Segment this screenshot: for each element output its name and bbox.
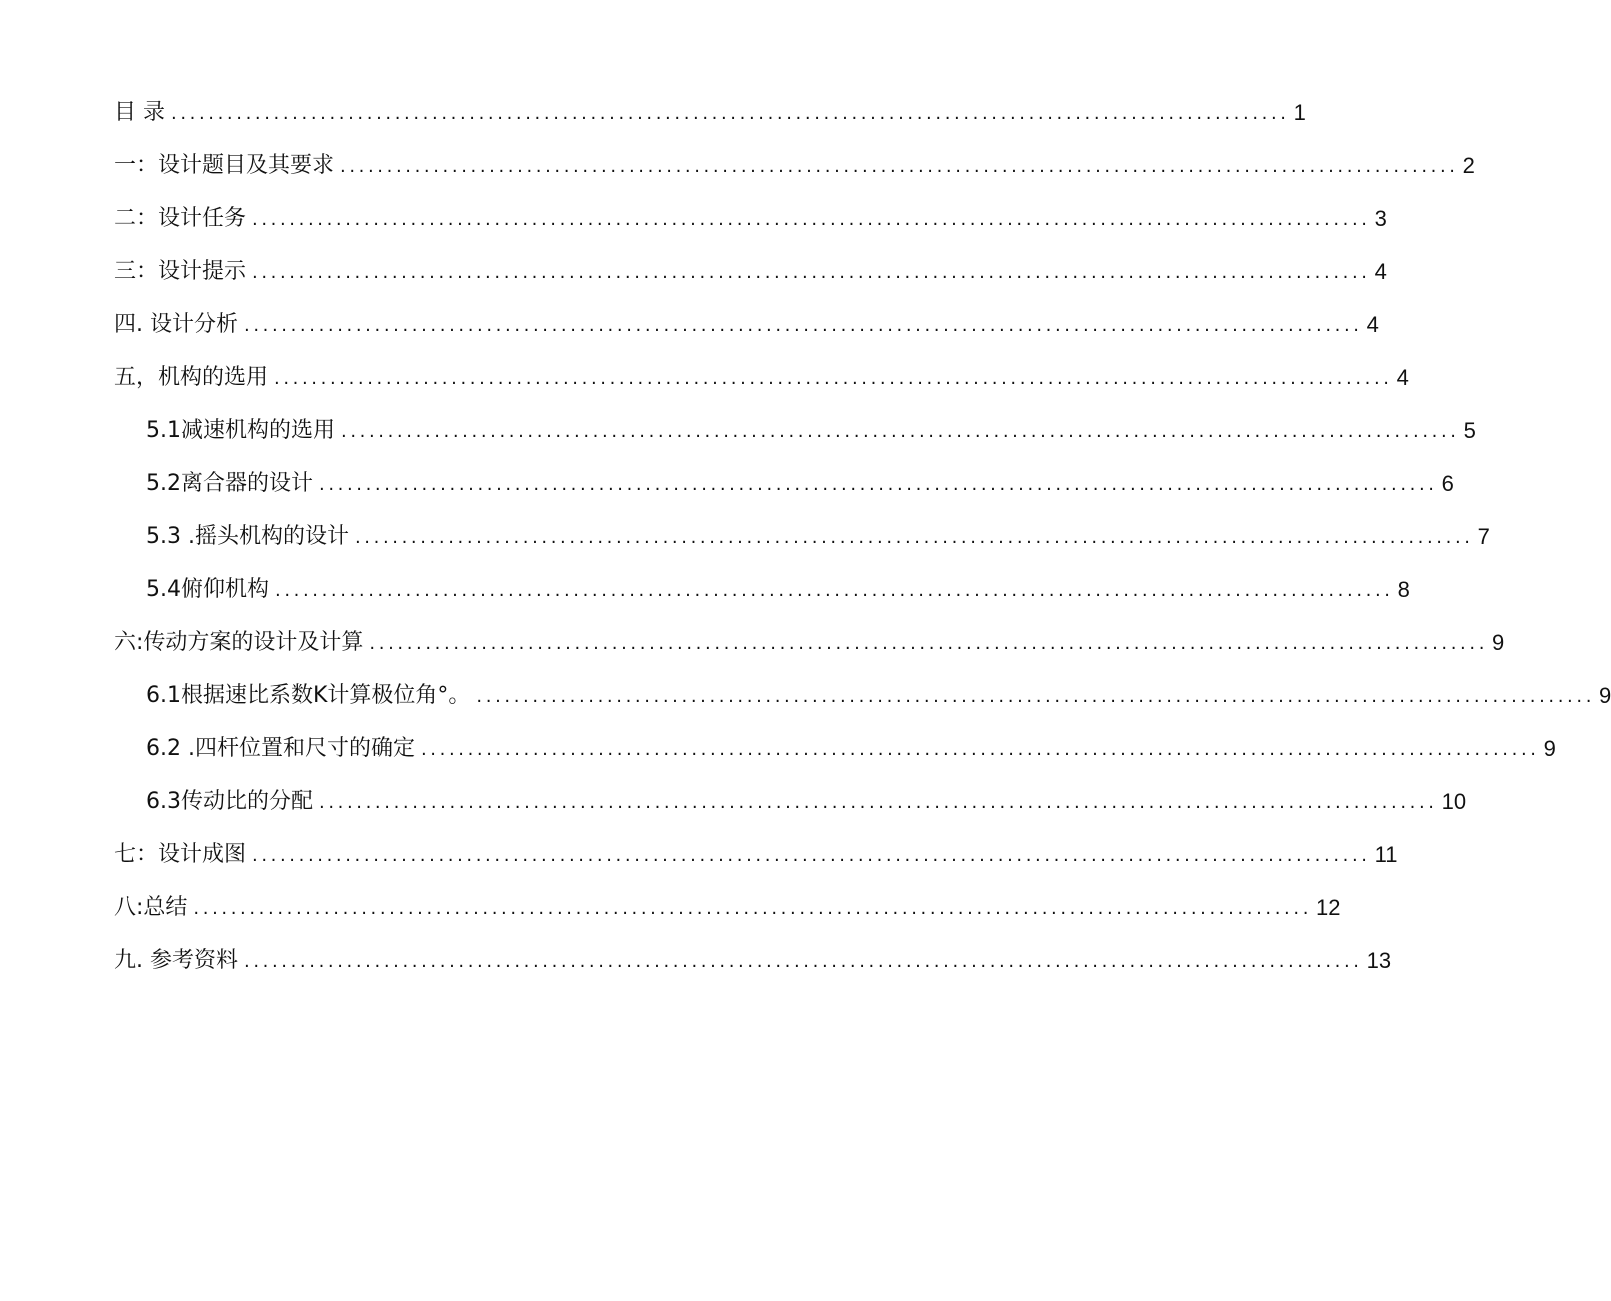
toc-entry-6-3[interactable] [146, 787, 1467, 817]
toc-entry-title: 5.2离合器的设计 [146, 471, 313, 496]
toc-entry-5-3[interactable] [146, 522, 1490, 552]
toc-entry-2[interactable] [114, 204, 1387, 234]
toc-entry-title: 5.3 .摇头机构的设计 [146, 524, 349, 549]
toc-entry-title: 四. 设计分析 [114, 312, 238, 337]
toc-page-number: 3 [1374, 206, 1387, 231]
toc-entry-title: 一：设计题目及其要求 [114, 153, 335, 178]
toc-page-number: 9 [1492, 630, 1505, 655]
toc-dot-leader: ........................................................................................................................ [340, 156, 1459, 177]
toc-entry-4[interactable] [114, 310, 1379, 340]
toc-entry-6-2[interactable] [146, 734, 1556, 764]
toc-page-number: 13 [1366, 948, 1392, 973]
toc-entry-8[interactable] [114, 893, 1341, 923]
toc-entry-title: 九. 参考资料 [114, 948, 238, 973]
toc-entry-title: 五，机构的选用 [114, 365, 269, 390]
toc-entry-7[interactable] [114, 840, 1398, 870]
toc-dot-leader: ........................................................................................................................ [193, 898, 1313, 919]
toc-entry-title: 目 录 [114, 100, 165, 125]
toc-dot-leader: ........................................................................................................................ [275, 580, 1394, 601]
toc-dot-leader: ........................................................................................................................ [171, 103, 1290, 124]
toc-dot-leader: ........................................................................................................................ [341, 421, 1460, 442]
toc-entry-title: 6.3传动比的分配 [146, 789, 313, 814]
toc-dot-leader: ........................................................................................................................ [252, 262, 1371, 283]
toc-page-number: 4 [1396, 365, 1409, 390]
toc-entry-title: 5.1减速机构的选用 [146, 418, 335, 443]
toc-page-number: 1 [1293, 100, 1306, 125]
toc-dot-leader: ........................................................................................................................ [252, 209, 1371, 230]
toc-dot-leader: ........................................................................................................................ [319, 792, 1438, 813]
toc-entry-title: 七：设计成图 [114, 842, 247, 867]
toc-entry-title: 6.2 .四杆位置和尺寸的确定 [146, 736, 415, 761]
toc-dot-leader: ........................................................................................................................ [252, 845, 1371, 866]
toc-dot-leader: ........................................................................................................................ [369, 633, 1489, 654]
toc-page-number: 6 [1441, 471, 1454, 496]
toc-entry-title: 六:传动方案的设计及计算 [114, 630, 364, 655]
toc-page-number: 2 [1462, 153, 1475, 178]
toc-entry-title: 5.4俯仰机构 [146, 577, 269, 602]
toc-page-number: 4 [1366, 312, 1379, 337]
toc-dot-leader: ........................................................................................................................ [420, 739, 1540, 760]
toc-entry-6-1[interactable] [146, 681, 1611, 711]
toc-page-number: 11 [1374, 842, 1398, 867]
toc-dot-leader: ........................................................................................................................ [244, 315, 1363, 336]
toc-entry-5-4[interactable] [146, 575, 1410, 605]
toc-page-number: 9 [1599, 683, 1611, 708]
toc-dot-leader: ........................................................................................................................ [319, 474, 1438, 495]
toc-dot-leader: ........................................................................................................................ [274, 368, 1393, 389]
toc-entry-title: 八:总结 [114, 895, 188, 920]
toc-dot-leader: ........................................................................................................................ [476, 686, 1596, 707]
toc-dot-leader: ........................................................................................................................ [244, 951, 1363, 972]
toc-entry-1[interactable] [114, 151, 1475, 181]
toc-entry-5-1[interactable] [146, 416, 1476, 446]
toc-entry-9[interactable] [114, 946, 1392, 976]
toc-entry-3[interactable] [114, 257, 1387, 287]
toc-entry-5-2[interactable] [146, 469, 1454, 499]
toc-page-number: 9 [1543, 736, 1556, 761]
toc-page-number: 12 [1316, 895, 1341, 920]
toc-page-number: 10 [1441, 789, 1467, 814]
toc-dot-leader: ........................................................................................................................ [354, 527, 1474, 548]
toc-entry-6[interactable] [114, 628, 1505, 658]
toc-page-number: 8 [1397, 577, 1410, 602]
toc-entry-contents[interactable] [114, 98, 1306, 128]
toc-entry-title: 二：设计任务 [114, 206, 247, 231]
toc-entry-title: 三：设计提示 [114, 259, 247, 284]
toc-page-number: 5 [1463, 418, 1476, 443]
toc-entry-title: 6.1根据速比系数K计算极位角°。 [146, 683, 471, 708]
toc-page-number: 7 [1477, 524, 1490, 549]
toc-page-number: 4 [1374, 259, 1387, 284]
toc-entry-5[interactable] [114, 363, 1409, 393]
